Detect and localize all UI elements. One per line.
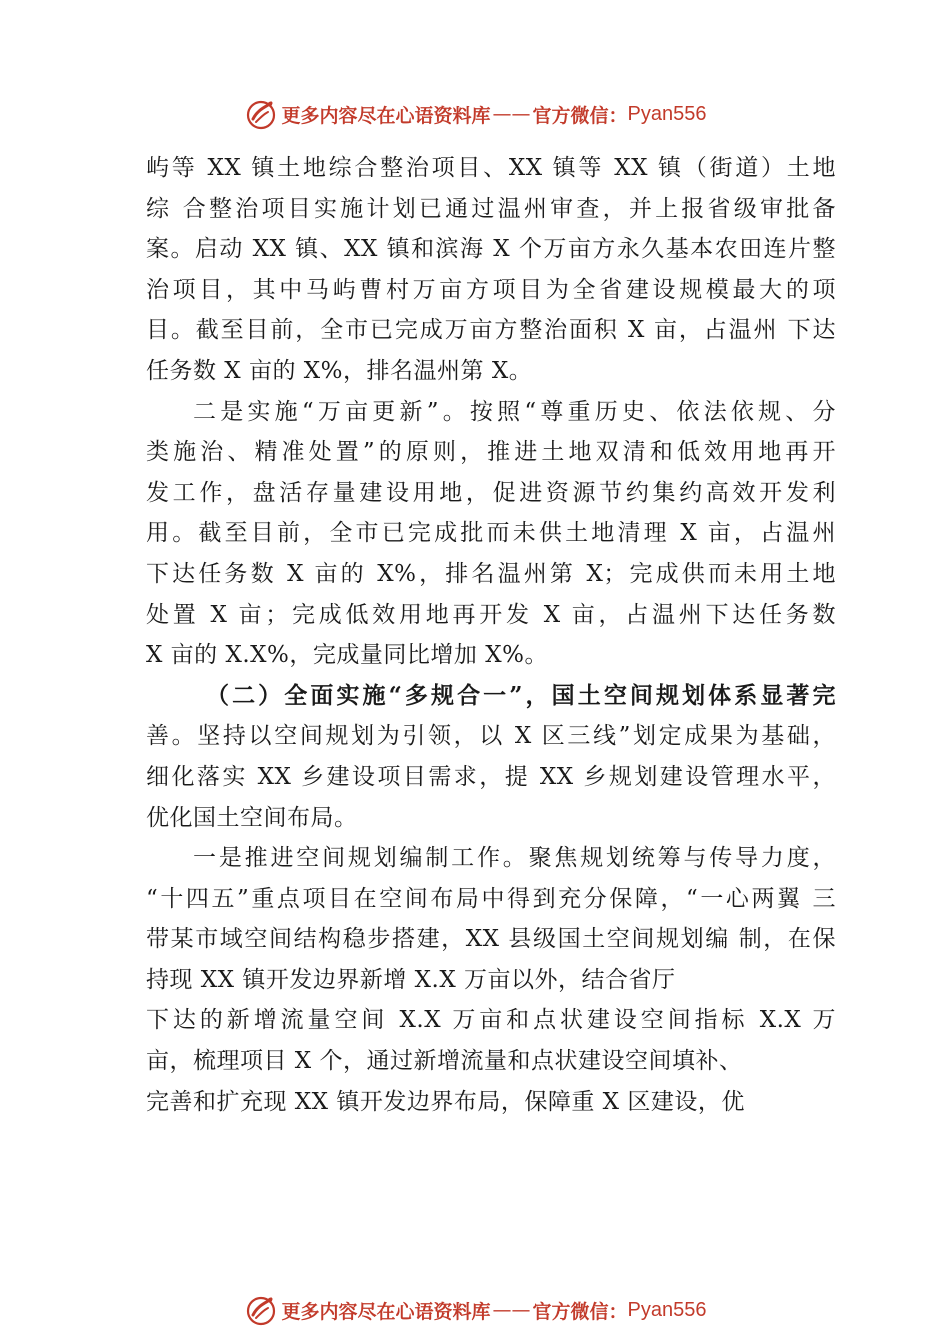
document-body <box>146 148 836 1122</box>
text-line: 优化国土空间布局。 <box>146 804 358 831</box>
brush-swirl-logo-icon <box>244 1293 278 1327</box>
banner-wechat-id: Pyan556 <box>627 102 707 125</box>
paragraph-2 <box>146 392 836 676</box>
text-line: 二是实施“万亩更新”。按照“尊重历史、依法依规、分 <box>193 398 836 425</box>
banner-label: 官方微信： <box>532 104 628 127</box>
section-heading-line: （二）全面实施“多规合一”，国土空间规划体系显著完 <box>206 681 836 709</box>
text-line: 发工作，盘活存量建设用地，促进资源节约集约高效开发利 <box>146 479 836 506</box>
footer-banner <box>0 1290 950 1330</box>
text-line: 案。启动 XX 镇、XX 镇和滨海 X 个万亩方永久基本农田连片整 <box>146 236 836 263</box>
banner-text: 更多内容尽在心语资料库 <box>281 1300 491 1323</box>
banner-label: 官方微信： <box>532 1300 628 1323</box>
banner-separator: —— <box>492 103 531 125</box>
banner-wechat-id: Pyan556 <box>627 1298 707 1321</box>
text-line: 完善和扩充现 XX 镇开发边界布局，保障重 X 区建设，优 <box>146 1088 745 1115</box>
brush-swirl-logo-icon <box>244 97 278 131</box>
text-line: 任务数 X 亩的 X%，排名温州第 X。 <box>146 357 533 384</box>
text-line: 治项目，其中马屿曹村万亩方项目为全省建设规模最大的项 <box>146 276 836 303</box>
text-line: “十四五”重点项目在空间布局中得到充分保障，“一心两翼 三 <box>146 885 836 912</box>
paragraph-1 <box>146 148 836 392</box>
text-line: 带某市域空间结构稳步搭建，XX 县级国土空间规划编 制，在保 <box>146 926 836 953</box>
text-line: 亩，梳理项目 X 个，通过新增流量和点状建设空间填补、 <box>146 1048 743 1075</box>
text-line: 一是推进空间规划编制工作。聚焦规划统筹与传导力度， <box>193 845 836 872</box>
paragraph-4 <box>146 838 836 1122</box>
text-line: 细化落实 XX 乡建设项目需求，提 XX 乡规划建设管理水平， <box>146 763 836 790</box>
text-line: 类施治、精准处置”的原则，推进土地双清和低效用地再开 <box>146 439 836 466</box>
text-line: 综 合整治项目实施计划已通过温州审查，并上报省级审批备 <box>146 195 836 222</box>
text-line: 下达任务数 X 亩的 X%，排名温州第 X；完成供而未用土地 <box>146 560 836 587</box>
text-line: 用。截至目前，全市已完成批而未供土地清理 X 亩，占温州 <box>146 520 836 547</box>
header-banner <box>0 94 950 134</box>
text-line: X 亩的 X.X%，完成量同比增加 X%。 <box>146 642 548 669</box>
paragraph-3-section-heading <box>146 676 836 838</box>
banner-text: 更多内容尽在心语资料库 <box>281 104 491 127</box>
text-line: 善。坚持以空间规划为引领，以 X 区三线”划定成果为基础， <box>146 723 836 750</box>
text-line: 下达的新增流量空间 X.X 万亩和点状建设空间指标 X.X 万 <box>146 1007 836 1034</box>
text-line: 持现 XX 镇开发边界新增 X.X 万亩以外，结合省厅 <box>146 966 676 993</box>
text-line: 屿等 XX 镇土地综合整治项目、XX 镇等 XX 镇（街道）土地 <box>146 155 836 181</box>
text-line: 目。截至目前，全市已完成万亩方整治面积 X 亩，占温州 下达 <box>146 317 836 344</box>
text-line: 处置 X 亩；完成低效用地再开发 X 亩，占温州下达任务数 <box>146 601 836 628</box>
banner-separator: —— <box>492 1299 531 1321</box>
